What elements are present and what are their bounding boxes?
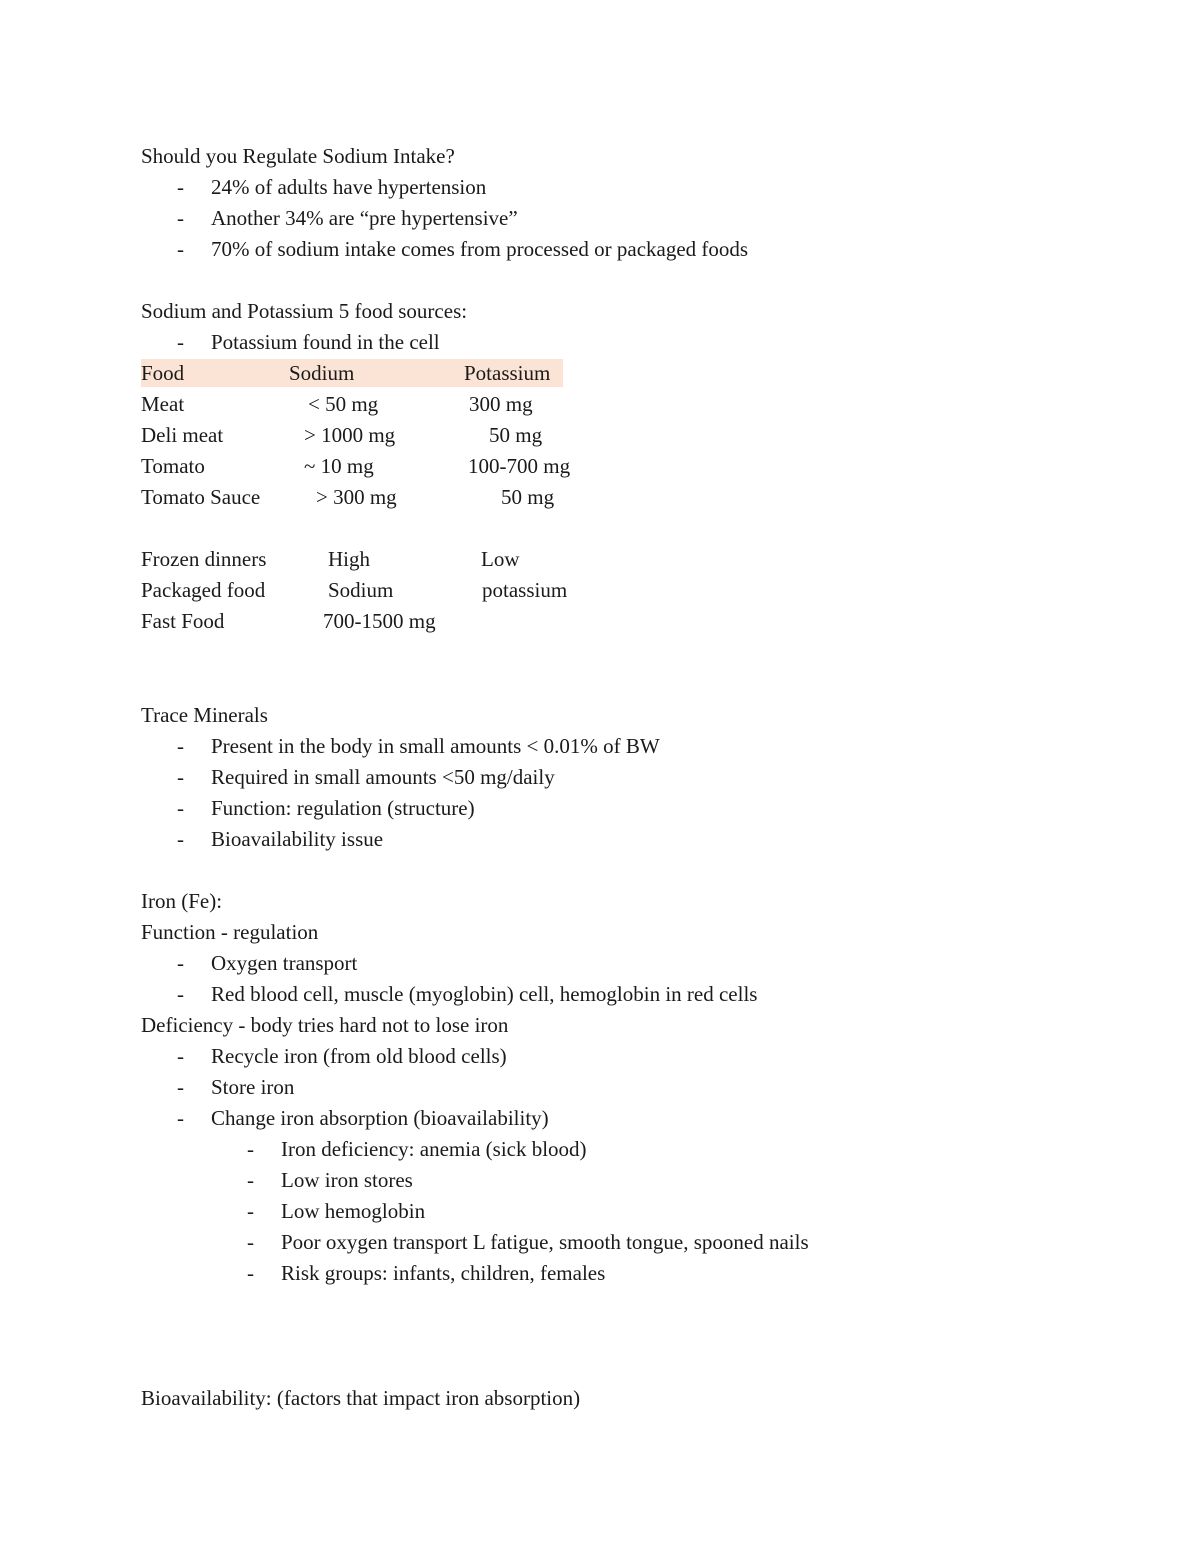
table-cell: Fast Food <box>141 609 225 633</box>
function-heading: Function - regulation <box>141 920 319 944</box>
table-cell: ~ 10 mg <box>304 454 374 478</box>
bullet-dash: - <box>177 175 184 199</box>
sodium-section-title: Should you Regulate Sodium Intake? <box>141 144 455 168</box>
table-cell: Frozen dinners <box>141 547 267 571</box>
table-cell: Deli meat <box>141 423 224 447</box>
table-cell: potassium <box>482 578 568 602</box>
table-header-food: Food <box>141 361 185 385</box>
list-item: Change iron absorption (bioavailability) <box>211 1106 549 1130</box>
deficiency-heading: Deficiency - body tries hard not to lose iron <box>141 1013 509 1037</box>
table-cell: < 50 mg <box>308 392 379 416</box>
trace-section-title: Trace Minerals <box>141 703 268 727</box>
table-cell: 100-700 mg <box>468 454 571 478</box>
sub-bullet-dash: - <box>247 1199 254 1223</box>
iron-section-title: Iron (Fe): <box>141 889 223 913</box>
table-cell: 50 mg <box>501 485 555 509</box>
sub-bullet-dash: - <box>247 1137 254 1161</box>
list-item: Another 34% are “pre hypertensive” <box>211 206 518 230</box>
table-cell: Meat <box>141 392 185 416</box>
sub-list-item: Iron deficiency: anemia (sick blood) <box>281 1137 587 1161</box>
list-item: Potassium found in the cell <box>211 330 440 354</box>
list-item: Recycle iron (from old blood cells) <box>211 1044 507 1068</box>
list-item: 24% of adults have hypertension <box>211 175 487 199</box>
table-cell: Packaged food <box>141 578 266 602</box>
table-cell: Low <box>481 547 520 571</box>
list-item: Required in small amounts <50 mg/daily <box>211 765 555 789</box>
table-cell: 300 mg <box>469 392 533 416</box>
bullet-dash: - <box>177 765 184 789</box>
bullet-dash: - <box>177 330 184 354</box>
sub-bullet-dash: - <box>247 1168 254 1192</box>
bullet-dash: - <box>177 1044 184 1068</box>
table-cell: > 300 mg <box>316 485 397 509</box>
bullet-dash: - <box>177 237 184 261</box>
sub-bullet-dash: - <box>247 1261 254 1285</box>
bullet-dash: - <box>177 734 184 758</box>
bullet-dash: - <box>177 1075 184 1099</box>
sources-section-title: Sodium and Potassium 5 food sources: <box>141 299 468 323</box>
table-header-potassium: Potassium <box>464 361 551 385</box>
table-cell: Tomato Sauce <box>141 485 261 509</box>
list-item: 70% of sodium intake comes from processed or packaged foods <box>211 237 749 261</box>
bullet-dash: - <box>177 951 184 975</box>
sub-list-item: Low hemoglobin <box>281 1199 426 1223</box>
list-item: Function: regulation (structure) <box>211 796 475 820</box>
table-cell: 700-1500 mg <box>323 609 436 633</box>
bullet-dash: - <box>177 796 184 820</box>
bullet-dash: - <box>177 206 184 230</box>
list-item: Bioavailability issue <box>211 827 384 851</box>
table-cell: Tomato <box>141 454 205 478</box>
list-item: Present in the body in small amounts < 0.01% of BW <box>211 734 660 758</box>
bullet-dash: - <box>177 827 184 851</box>
bioavailability-heading: Bioavailability: (factors that impact iron absorption) <box>141 1386 581 1410</box>
list-item: Red blood cell, muscle (myoglobin) cell, hemoglobin in red cells <box>211 982 758 1006</box>
table-cell: 50 mg <box>489 423 543 447</box>
sub-list-item: Risk groups: infants, children, females <box>281 1261 606 1285</box>
bullet-dash: - <box>177 982 184 1006</box>
table-cell: High <box>328 547 370 571</box>
table-header-sodium: Sodium <box>289 361 355 385</box>
list-item: Store iron <box>211 1075 295 1099</box>
table-cell: Sodium <box>328 578 394 602</box>
table-cell: > 1000 mg <box>304 423 396 447</box>
sub-bullet-dash: - <box>247 1230 254 1254</box>
sub-list-item: Poor oxygen transport L fatigue, smooth tongue, spooned nails <box>281 1230 809 1254</box>
bullet-dash: - <box>177 1106 184 1130</box>
sub-list-item: Low iron stores <box>281 1168 413 1192</box>
list-item: Oxygen transport <box>211 951 358 975</box>
